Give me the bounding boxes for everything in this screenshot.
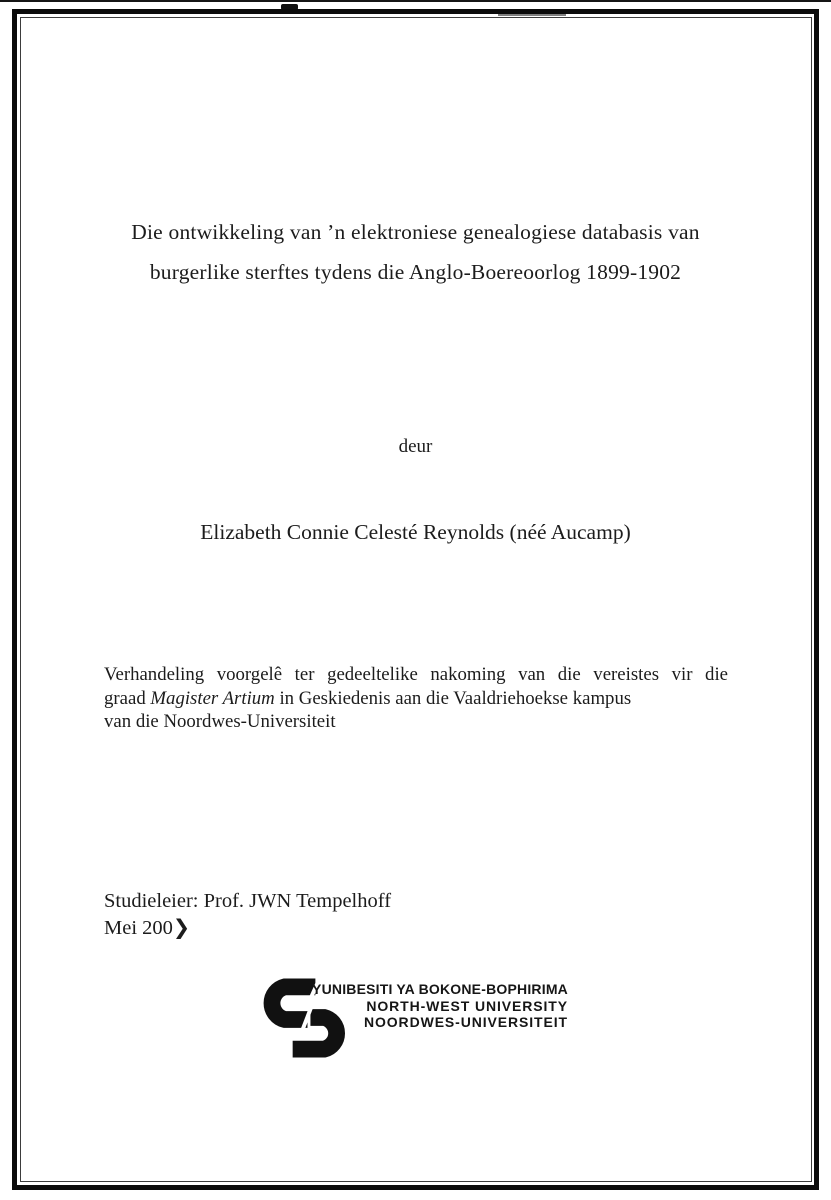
date-line — [104, 914, 391, 941]
degree-name-italic: Magister Artium — [150, 687, 275, 709]
logo-text-afrikaans: NOORDWES-UNIVERSITEIT — [363, 1014, 568, 1031]
byline-deur: deur — [398, 436, 433, 457]
date-last-digit-glyph: ❯ — [172, 915, 191, 939]
logo-text-setswana: YUNIBESITI YA BOKONE-BOPHIRIMA — [312, 981, 568, 997]
statement-line2 — [104, 687, 728, 711]
statement-line2-post: in Geskiedenis aan die Vaaldriehoekse kampus — [274, 687, 632, 709]
supervisor-line: Studieleier: Prof. JWN Tempelhoff — [104, 890, 392, 912]
statement-line3: van die Noordwes-Universiteit — [104, 711, 336, 733]
nwu-logo-text — [300, 981, 568, 1031]
statement-line1: Verhandeling voorgelê ter gedeeltelike nakoming van die vereistes vir die — [104, 664, 728, 685]
author-name: Elizabeth Connie Celesté Reynolds (néé Aucamp) — [200, 520, 631, 544]
thesis-title — [60, 212, 771, 292]
logo-text-english: NORTH-WEST UNIVERSITY — [366, 997, 568, 1014]
nwu-logo — [258, 974, 578, 1064]
scan-artifact-top-edge — [0, 0, 831, 2]
supervisor-block — [104, 888, 391, 941]
thesis-title-line2: burgerlike sterftes tydens die Anglo-Boereoorlog 1899-1902 — [149, 260, 682, 284]
date-text: Mei 200 — [104, 917, 173, 939]
thesis-statement — [104, 663, 728, 734]
thesis-title-line1: Die ontwikkeling van ’n elektroniese genealogiese databasis van — [131, 220, 700, 244]
statement-line2-pre: graad — [104, 687, 151, 709]
